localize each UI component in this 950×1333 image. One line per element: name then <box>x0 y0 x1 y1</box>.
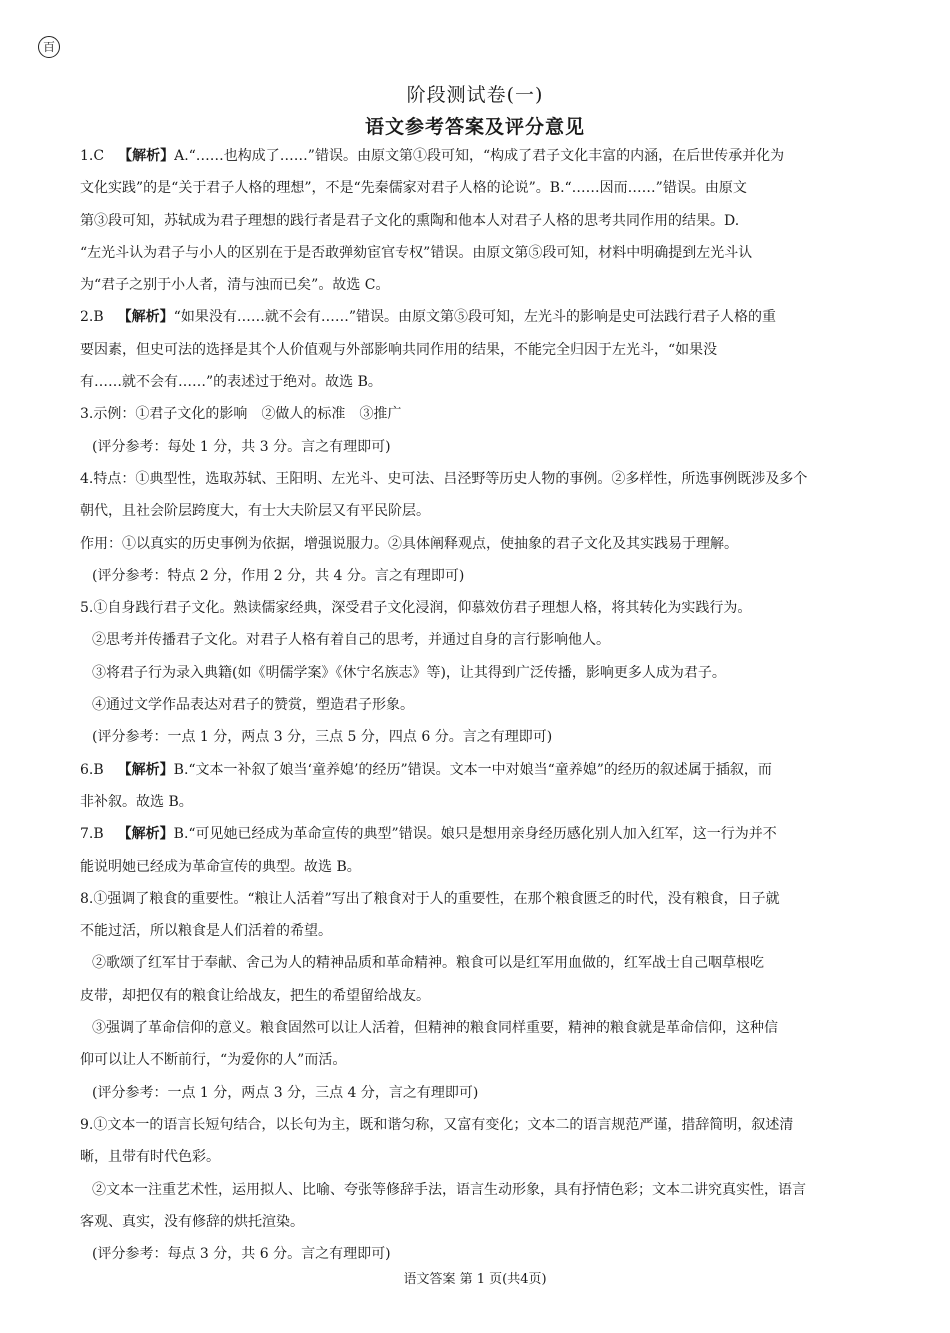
line-text: 仰可以让人不断前行，“为爱你的人”而活。 <box>80 1052 347 1069</box>
text-line <box>80 786 872 818</box>
text-line <box>80 301 872 333</box>
text-line <box>80 1206 872 1238</box>
page-footer: 语文答案 第 1 页(共4页) <box>403 1272 547 1287</box>
text-line <box>80 463 872 495</box>
text-line <box>80 1012 872 1044</box>
text-line <box>80 528 872 560</box>
line-text: B.“可见她已经成为革命宣传的典型”错误。娘只是想用亲身经历感化别人加入红军，这一行为并不 <box>173 826 777 843</box>
text-line <box>80 851 872 883</box>
question-number: 6.B <box>80 761 104 778</box>
corner-seal-mark: 百 <box>38 36 60 58</box>
text-line <box>80 1044 872 1076</box>
text-line <box>80 689 872 721</box>
analysis-tag: 【解析】 <box>117 309 174 326</box>
text-line <box>80 172 872 204</box>
text-line <box>80 1077 872 1109</box>
text-line <box>80 1109 872 1141</box>
line-text: (评分参考：每处 1 分，共 3 分。言之有理即可) <box>92 438 391 455</box>
line-text: “左光斗认为君子与小人的区别在于是否敢弹劾宦官专权”错误。由原文第⑤段可知，材料中明确提到左光斗认 <box>80 244 753 261</box>
page-subtitle: 语文参考答案及评分意见 <box>364 116 585 138</box>
line-text: 能说明她已经成为革命宣传的典型。故选 B。 <box>80 858 361 875</box>
line-text: “如果没有……就不会有……”错误。由原文第⑤段可知，左光斗的影响是史可法践行君子人格的重 <box>173 309 776 326</box>
line-text: ②思考并传播君子文化。对君子人格有着自己的思考，并通过自身的言行影响他人。 <box>92 632 610 649</box>
line-text: (评分参考：一点 1 分，两点 3 分，三点 4 分，言之有理即可) <box>92 1084 479 1101</box>
question-number: 2.B <box>80 309 104 326</box>
text-line <box>80 947 872 979</box>
text-line <box>80 431 872 463</box>
text-line <box>80 754 872 786</box>
text-line <box>80 237 872 269</box>
line-text: (评分参考：特点 2 分，作用 2 分，共 4 分。言之有理即可) <box>92 567 465 584</box>
text-line <box>80 1141 872 1173</box>
line-text: 皮带，却把仅有的粮食让给战友，把生的希望留给战友。 <box>80 987 430 1004</box>
text-line <box>80 560 872 592</box>
line-text: 文化实践”的是“关于君子人格的理想”，不是“先秦儒家对君子人格的论说”。B.“……因而……”错误。由原文 <box>80 180 747 197</box>
page-title: 阶段测试卷(一) <box>406 84 544 106</box>
line-text: 3.示例：①君子文化的影响 ②做人的标准 ③推广 <box>80 406 402 423</box>
line-text: B.“文本一补叙了娘当‘童养媳’的经历”错误。文本一中对娘当“童养媳”的经历的叙述属于插叙，而 <box>173 761 772 778</box>
line-text: 为“君子之别于小人者，清与浊而已矣”。故选 C。 <box>80 277 390 294</box>
analysis-tag: 【解析】 <box>117 761 174 778</box>
line-text: 要因素，但史可法的选择是其个人价值观与外部影响共同作用的结果，不能完全归因于左光斗，“如果没 <box>80 341 718 358</box>
analysis-tag: 【解析】 <box>118 148 175 164</box>
line-text: (评分参考：一点 1 分，两点 3 分，三点 5 分，四点 6 分。言之有理即可) <box>92 729 553 746</box>
line-text: 第③段可知，苏轼成为君子理想的践行者是君子文化的熏陶和他本人对君子人格的思考共同作用的结果。D. <box>80 212 740 229</box>
text-line <box>80 140 872 172</box>
line-text: A.“……也构成了……”错误。由原文第①段可知，“构成了君子文化丰富的内涵，在后世传承并化为 <box>174 148 785 164</box>
line-text: ②歌颂了红军甘于奉献、舍己为人的精神品质和革命精神。粮食可以是红军用血做的，红军战士自己咽草根吃 <box>92 955 764 972</box>
text-line <box>80 818 872 850</box>
text-line <box>80 657 872 689</box>
question-number: 7.B <box>80 826 104 843</box>
line-text: 非补叙。故选 B。 <box>80 793 193 810</box>
text-line <box>80 592 872 624</box>
text-line <box>80 915 872 947</box>
question-number: 1.C <box>80 148 105 164</box>
line-text: 不能过活，所以粮食是人们活着的希望。 <box>80 923 332 940</box>
text-line <box>80 1238 872 1270</box>
analysis-tag: 【解析】 <box>117 826 174 843</box>
text-line <box>80 721 872 753</box>
text-line <box>80 883 872 915</box>
line-text: 5.①自身践行君子文化。熟读儒家经典，深受君子文化浸润，仰慕效仿君子理想人格，将其转化为实践行为。 <box>80 600 752 617</box>
line-text: 8.①强调了粮食的重要性。“粮让人活着”写出了粮食对于人的重要性，在那个粮食匮乏的时代，没有粮食，日子就 <box>80 890 780 907</box>
text-line <box>80 366 872 398</box>
line-text: 客观、真实，没有修辞的烘托渲染。 <box>80 1213 304 1230</box>
text-line <box>80 980 872 1012</box>
line-text: 9.①文本一的语言长短句结合，以长句为主，既和谐匀称，又富有变化；文本二的语言规范严谨，措辞简明，叙述清 <box>80 1116 794 1133</box>
line-text: 朝代，且社会阶层跨度大，有士大夫阶层又有平民阶层。 <box>80 503 430 520</box>
line-text: 作用：①以真实的历史事例为依据，增强说服力。②具体阐释观点，使抽象的君子文化及其实践易于理解。 <box>80 535 738 552</box>
line-text: (评分参考：每点 3 分，共 6 分。言之有理即可) <box>92 1246 391 1263</box>
line-text: ②文本一注重艺术性，运用拟人、比喻、夸张等修辞手法，语言生动形象，具有抒情色彩；文本二讲究真实性，语言 <box>92 1181 806 1198</box>
text-line <box>80 205 872 237</box>
answer-content <box>80 140 872 1270</box>
text-line <box>80 495 872 527</box>
text-line <box>80 334 872 366</box>
text-line <box>80 1174 872 1206</box>
text-line <box>80 398 872 430</box>
line-text: ④通过文学作品表达对君子的赞赏，塑造君子形象。 <box>92 697 414 714</box>
line-text: ③强调了革命信仰的意义。粮食固然可以让人活着，但精神的粮食同样重要，精神的粮食就是革命信仰，这种信 <box>92 1020 778 1037</box>
text-line <box>80 624 872 656</box>
line-text: 晰，且带有时代色彩。 <box>80 1149 220 1166</box>
line-text: ③将君子行为录入典籍(如《明儒学案》《休宁名族志》等)，让其得到广泛传播，影响更多人成为君子。 <box>92 664 726 681</box>
text-line <box>80 269 872 301</box>
line-text: 有……就不会有……”的表述过于绝对。故选 B。 <box>80 374 382 391</box>
line-text: 4.特点：①典型性，选取苏轼、王阳明、左光斗、史可法、吕泾野等历史人物的事例。②多样性，所选事例既涉及多个 <box>80 470 808 487</box>
